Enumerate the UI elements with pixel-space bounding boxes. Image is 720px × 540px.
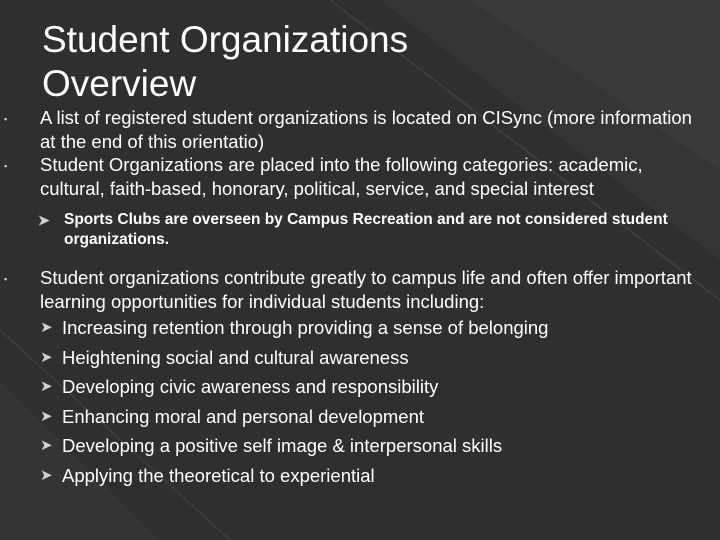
sub-item (40, 431, 710, 461)
sub-item (40, 402, 710, 432)
arrow-bullet-icon: ➤ (40, 466, 53, 484)
bullet-2 (4, 153, 710, 200)
arrow-bullet-icon: ➤ (40, 319, 53, 336)
sub-note-text: Sports Clubs are overseen by Campus Recreation and are not considered student organizations. (64, 211, 668, 248)
bullet-marker: ▪ (4, 114, 8, 124)
bullet-marker: ▪ (4, 274, 8, 284)
bullet-1-text: A list of registered student organizations is located on CISync (more information at the end of this orientatio) (40, 107, 692, 152)
sub-item (40, 372, 710, 402)
slide-content (4, 106, 710, 490)
bullet-1 (4, 106, 710, 153)
sub-item-text: Applying the theoretical to experiential (62, 464, 375, 486)
sub-item (40, 343, 710, 373)
sub-note (38, 210, 710, 250)
sub-item-text: Enhancing moral and personal development (62, 405, 425, 427)
bullet-3 (4, 266, 710, 313)
arrow-bullet-icon: ➤ (40, 437, 53, 454)
slide-title (42, 18, 408, 106)
arrow-bullet-icon: ➤ (38, 212, 50, 228)
bullet-marker: ▪ (4, 161, 8, 171)
sub-item-text: Developing civic awareness and responsibility (62, 376, 439, 397)
sub-item-text: Developing a positive self image & interpersonal skills (62, 435, 503, 456)
title-line-1: Student Organizations (42, 19, 409, 60)
sub-item (40, 461, 710, 491)
bullet-2-text: Student Organizations are placed into the following categories: academic, cultural, faith-based, honorary, political, service, and special interest (40, 154, 643, 199)
sub-item-text: Heightening social and cultural awareness (62, 346, 409, 368)
arrow-bullet-icon: ➤ (40, 378, 53, 395)
arrow-bullet-icon: ➤ (40, 348, 53, 366)
arrow-bullet-icon: ➤ (40, 407, 53, 425)
sub-item (40, 313, 710, 343)
bullet-3-text: Student organizations contribute greatly to campus life and often offer important learning opportunities for individual students including: (40, 267, 692, 312)
sub-item-text: Increasing retention through providing a sense of belonging (62, 317, 549, 338)
title-line-2: Overview (42, 63, 197, 104)
